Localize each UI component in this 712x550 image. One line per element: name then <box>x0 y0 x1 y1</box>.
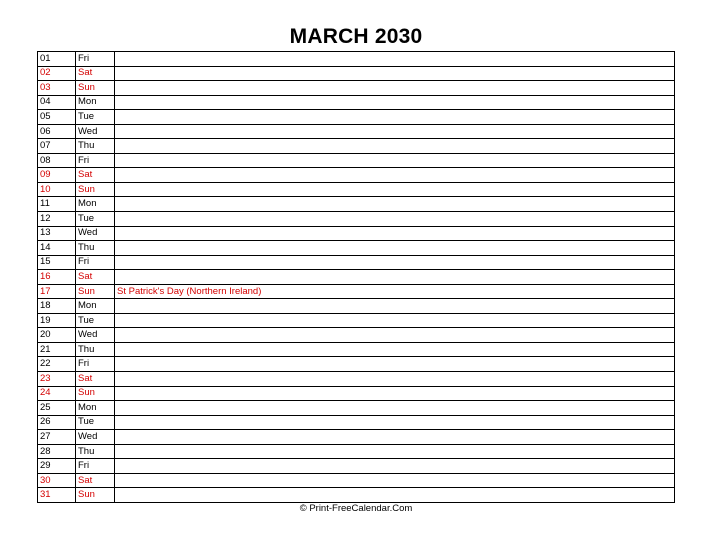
calendar-row <box>38 357 675 372</box>
notes-cell <box>115 110 675 125</box>
notes-cell <box>115 401 675 416</box>
day-of-week: Thu <box>76 139 115 154</box>
day-number: 16 <box>38 270 76 285</box>
calendar-row <box>38 124 675 139</box>
day-number: 26 <box>38 415 76 430</box>
notes-cell <box>115 81 675 96</box>
notes-cell <box>115 415 675 430</box>
notes-cell <box>115 95 675 110</box>
footer-credit: © Print-FreeCalendar.Com <box>299 503 413 514</box>
calendar-row <box>38 284 675 299</box>
calendar-title: MARCH 2030 <box>289 25 423 48</box>
calendar-row <box>38 313 675 328</box>
day-number: 24 <box>38 386 76 401</box>
day-of-week: Mon <box>76 197 115 212</box>
day-of-week: Thu <box>76 241 115 256</box>
notes-cell <box>115 342 675 357</box>
notes-cell <box>115 313 675 328</box>
day-of-week: Fri <box>76 357 115 372</box>
notes-cell <box>115 226 675 241</box>
notes-cell <box>115 270 675 285</box>
day-number: 27 <box>38 430 76 445</box>
day-number: 07 <box>38 139 76 154</box>
day-number: 08 <box>38 153 76 168</box>
holiday-note: St Patrick's Day (Northern Ireland) <box>115 284 675 299</box>
day-of-week: Sun <box>76 81 115 96</box>
calendar-row <box>38 488 675 503</box>
day-number: 15 <box>38 255 76 270</box>
calendar-row <box>38 415 675 430</box>
day-of-week: Tue <box>76 110 115 125</box>
day-of-week: Thu <box>76 444 115 459</box>
calendar-body <box>38 52 675 503</box>
day-number: 23 <box>38 372 76 387</box>
calendar-row <box>38 255 675 270</box>
notes-cell <box>115 139 675 154</box>
notes-cell <box>115 124 675 139</box>
notes-cell <box>115 488 675 503</box>
calendar-row <box>38 212 675 227</box>
day-number: 12 <box>38 212 76 227</box>
notes-cell <box>115 197 675 212</box>
day-of-week: Wed <box>76 328 115 343</box>
notes-cell <box>115 153 675 168</box>
day-number: 31 <box>38 488 76 503</box>
notes-cell <box>115 299 675 314</box>
notes-cell <box>115 255 675 270</box>
notes-cell <box>115 430 675 445</box>
calendar-row <box>38 401 675 416</box>
day-of-week: Tue <box>76 313 115 328</box>
calendar-row <box>38 226 675 241</box>
day-number: 02 <box>38 66 76 81</box>
day-number: 19 <box>38 313 76 328</box>
calendar-row <box>38 270 675 285</box>
day-number: 13 <box>38 226 76 241</box>
day-number: 22 <box>38 357 76 372</box>
calendar-row <box>38 95 675 110</box>
day-of-week: Sun <box>76 182 115 197</box>
calendar-row <box>38 81 675 96</box>
notes-cell <box>115 328 675 343</box>
calendar-row <box>38 444 675 459</box>
day-of-week: Sat <box>76 372 115 387</box>
day-of-week: Sat <box>76 168 115 183</box>
day-of-week: Thu <box>76 342 115 357</box>
day-of-week: Sun <box>76 284 115 299</box>
notes-cell <box>115 52 675 67</box>
day-number: 11 <box>38 197 76 212</box>
notes-cell <box>115 66 675 81</box>
day-of-week: Sun <box>76 488 115 503</box>
calendar-row <box>38 372 675 387</box>
calendar-row <box>38 459 675 474</box>
day-number: 10 <box>38 182 76 197</box>
notes-cell <box>115 459 675 474</box>
day-number: 18 <box>38 299 76 314</box>
calendar-row <box>38 299 675 314</box>
day-of-week: Fri <box>76 255 115 270</box>
notes-cell <box>115 473 675 488</box>
calendar-row <box>38 342 675 357</box>
notes-cell <box>115 212 675 227</box>
day-of-week: Mon <box>76 95 115 110</box>
notes-cell <box>115 372 675 387</box>
day-of-week: Wed <box>76 430 115 445</box>
day-number: 30 <box>38 473 76 488</box>
day-number: 20 <box>38 328 76 343</box>
calendar-row <box>38 66 675 81</box>
day-number: 28 <box>38 444 76 459</box>
calendar-row <box>38 52 675 67</box>
day-of-week: Fri <box>76 52 115 67</box>
calendar-row <box>38 153 675 168</box>
notes-cell <box>115 241 675 256</box>
calendar-table <box>37 51 675 503</box>
notes-cell <box>115 386 675 401</box>
calendar-row <box>38 386 675 401</box>
day-number: 29 <box>38 459 76 474</box>
day-number: 17 <box>38 284 76 299</box>
calendar-row <box>38 110 675 125</box>
calendar-row <box>38 197 675 212</box>
day-number: 05 <box>38 110 76 125</box>
day-of-week: Wed <box>76 124 115 139</box>
day-of-week: Sat <box>76 270 115 285</box>
day-of-week: Wed <box>76 226 115 241</box>
day-number: 25 <box>38 401 76 416</box>
day-number: 14 <box>38 241 76 256</box>
calendar-row <box>38 241 675 256</box>
day-of-week: Sat <box>76 66 115 81</box>
day-of-week: Sun <box>76 386 115 401</box>
day-of-week: Fri <box>76 459 115 474</box>
day-of-week: Mon <box>76 401 115 416</box>
day-of-week: Tue <box>76 415 115 430</box>
day-of-week: Mon <box>76 299 115 314</box>
day-of-week: Sat <box>76 473 115 488</box>
calendar-row <box>38 430 675 445</box>
notes-cell <box>115 168 675 183</box>
calendar-row <box>38 328 675 343</box>
calendar-row <box>38 182 675 197</box>
calendar-row <box>38 139 675 154</box>
day-number: 06 <box>38 124 76 139</box>
calendar-row <box>38 473 675 488</box>
notes-cell <box>115 182 675 197</box>
day-number: 09 <box>38 168 76 183</box>
notes-cell <box>115 444 675 459</box>
day-of-week: Tue <box>76 212 115 227</box>
day-number: 01 <box>38 52 76 67</box>
day-number: 04 <box>38 95 76 110</box>
day-number: 21 <box>38 342 76 357</box>
calendar-row <box>38 168 675 183</box>
notes-cell <box>115 357 675 372</box>
day-of-week: Fri <box>76 153 115 168</box>
day-number: 03 <box>38 81 76 96</box>
